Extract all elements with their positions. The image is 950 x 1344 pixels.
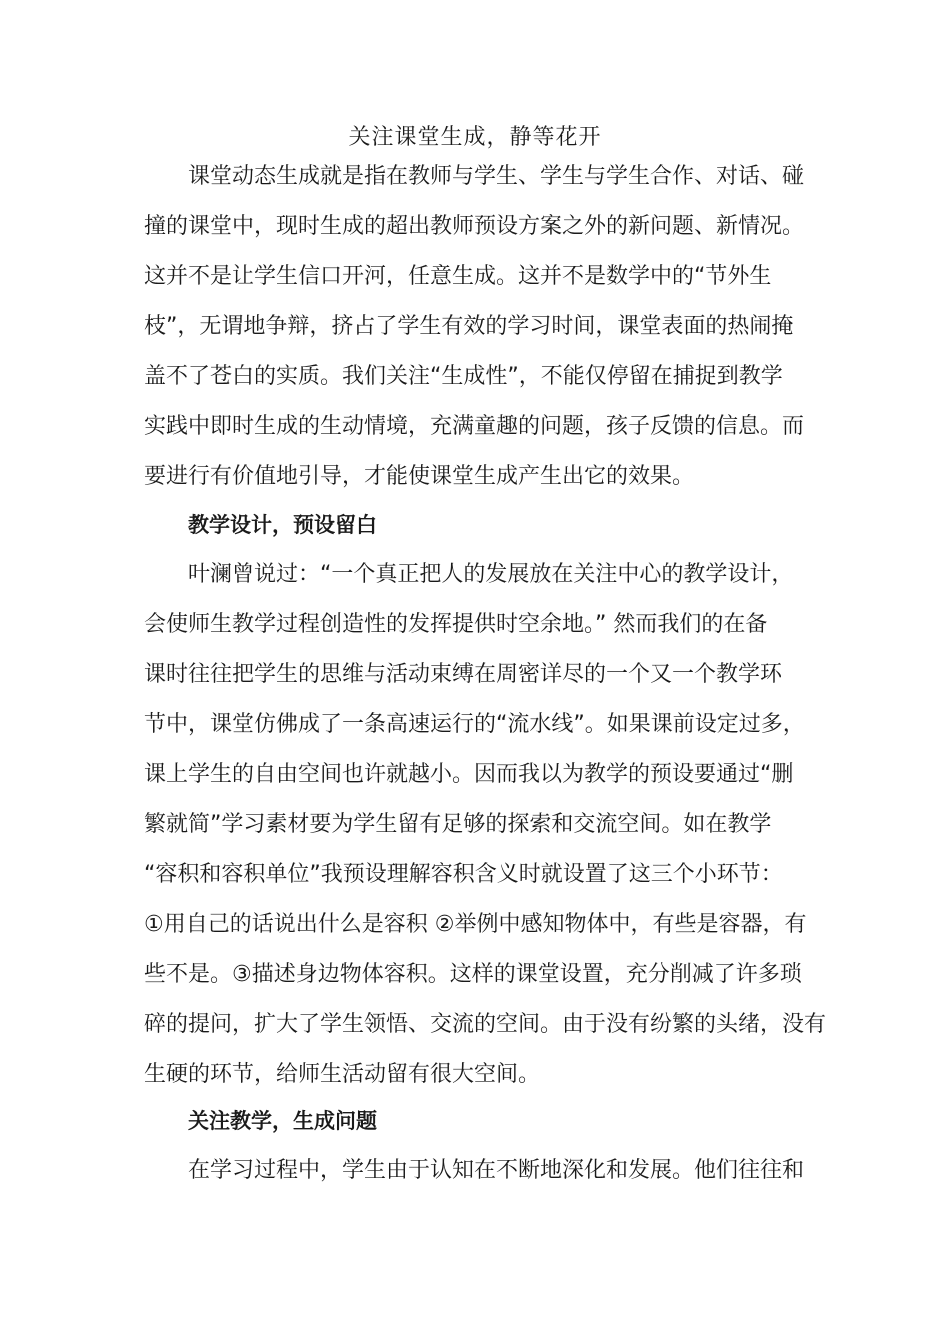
- paragraph-line: 会使师生教学过程创造性的发挥提供时空余地。” 然而我们的在备: [144, 612, 768, 637]
- paragraph-line: ①用自己的话说出什么是容积 ②举例中感知物体中，有些是容器，有: [144, 912, 807, 937]
- paragraph-line: 要进行有价值地引导，才能使课堂生成产生出它的效果。: [144, 464, 695, 489]
- paragraph-line: 些不是。③描述身边物体容积。这样的课堂设置，充分削减了许多琐: [144, 962, 802, 987]
- paragraph-line: 撞的课堂中，现时生成的超出教师预设方案之外的新问题、新情况。: [144, 214, 805, 239]
- paragraph-line: 生硬的环节，给师生活动留有很大空间。: [144, 1062, 541, 1087]
- paragraph-line: 叶澜曾说过：“一个真正把人的发展放在关注中心的教学设计，: [188, 562, 794, 587]
- document-title: 关注课堂生成，静等花开: [348, 125, 602, 150]
- paragraph-line: “容积和容积单位”我预设理解容积含义时就设置了这三个小环节：: [144, 862, 783, 887]
- paragraph-line: 这并不是让学生信口开河，任意生成。这并不是数学中的“节外生: [144, 264, 772, 289]
- section2-paragraph: [144, 1146, 810, 1196]
- paragraph-line: 节中，课堂仿佛成了一条高速运行的“流水线”。如果课前设定过多，: [144, 712, 805, 737]
- paragraph-line: 碎的提问，扩大了学生领悟、交流的空间。由于没有纷繁的头绪，没有: [144, 1012, 827, 1037]
- paragraph-line: 课上学生的自由空间也许就越小。因而我以为教学的预设要通过“删: [144, 762, 794, 787]
- paragraph-line: 在学习过程中，学生由于认知在不断地深化和发展。他们往往和: [188, 1158, 805, 1183]
- paragraph-line: 实践中即时生成的生动情境，充满童趣的问题，孩子反馈的信息。而: [144, 414, 805, 439]
- section-heading: 教学设计，预设留白: [188, 513, 377, 537]
- paragraph-line: 课堂动态生成就是指在教师与学生、学生与学生合作、对话、碰: [188, 164, 805, 189]
- paragraph-line: 盖不了苍白的实质。我们关注“生成性”，不能仅停留在捕捉到教学: [144, 364, 783, 389]
- intro-paragraph: [144, 152, 810, 502]
- paragraph-line: 繁就简”学习素材要为学生留有足够的探索和交流空间。如在教学: [144, 812, 772, 837]
- section-heading: 关注教学，生成问题: [188, 1109, 377, 1133]
- paragraph-line: 枝”，无谓地争辩，挤占了学生有效的学习时间，课堂表面的热闹掩: [144, 314, 794, 339]
- paragraph-line: 课时往往把学生的思维与活动束缚在周密详尽的一个又一个教学环: [144, 662, 783, 687]
- section1-paragraph: [144, 550, 827, 1100]
